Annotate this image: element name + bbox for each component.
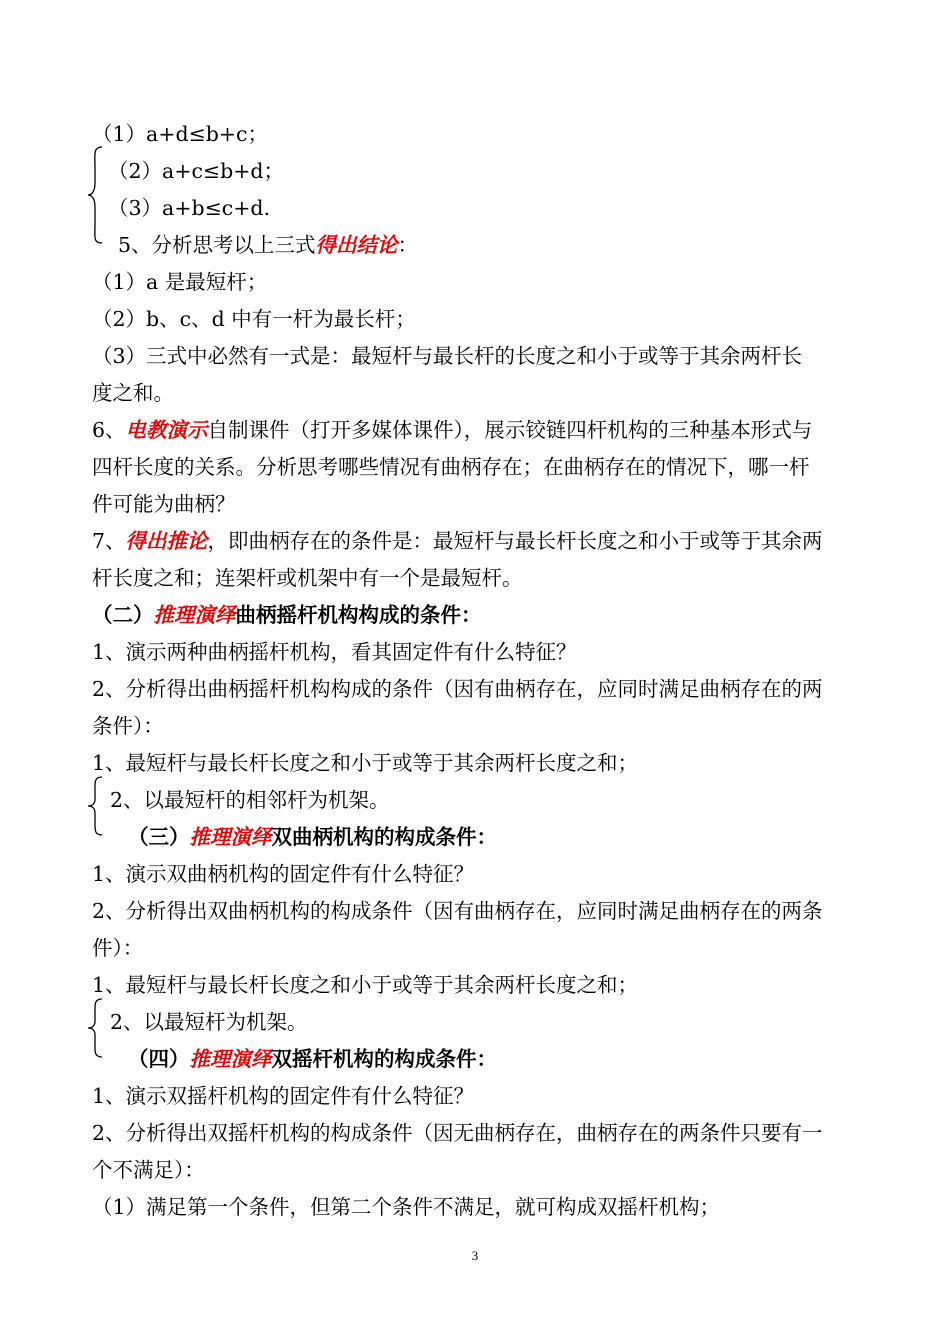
text-line: 2、分析得出双摇杆机构的构成条件（因无曲柄存在，曲柄存在的两条件只要有一 <box>92 1121 823 1145</box>
condition-line: 1、最短杆与最长杆长度之和小于或等于其余两杆长度之和； <box>92 751 639 775</box>
step-line <box>92 416 812 444</box>
text-line: 1、演示两种曲柄摇杆机构，看其固定件有什么特征？ <box>92 640 577 664</box>
text: 双曲柄机构的构成条件： <box>271 825 497 849</box>
conclusion-line: （1）a 是最短杆； <box>92 270 268 294</box>
section-heading <box>128 1045 497 1073</box>
condition-line: （1）a+d≤b+c； <box>92 122 269 146</box>
text: （二） <box>92 603 154 627</box>
emphasis-text: 推理演绎 <box>189 825 272 849</box>
text: 曲柄摇杆机构构成的条件： <box>235 603 482 627</box>
text-line: 1、演示双曲柄机构的固定件有什么特征？ <box>92 862 475 886</box>
step-line <box>118 231 418 259</box>
condition-line: 2、以最短杆的相邻杆为机架。 <box>110 788 390 812</box>
condition-line: 1、最短杆与最长杆长度之和小于或等于其余两杆长度之和； <box>92 973 639 997</box>
page-number: 3 <box>471 1248 479 1263</box>
text: ，即曲柄存在的条件是：最短杆与最长杆长度之和小于或等于其余两 <box>207 529 823 553</box>
brace-icon <box>86 145 106 245</box>
text: 5、分析思考以上三式 <box>118 233 316 257</box>
text-line: 个不满足）： <box>92 1158 205 1182</box>
conclusion-line: 度之和。 <box>92 381 174 405</box>
text-line: 2、分析得出双曲柄机构的构成条件（因有曲柄存在，应同时满足曲柄存在的两条 <box>92 899 823 923</box>
text-line: 1、演示双摇杆机构的固定件有什么特征？ <box>92 1084 475 1108</box>
text-line: 2、分析得出曲柄摇杆机构构成的条件（因有曲柄存在，应同时满足曲柄存在的两 <box>92 677 823 701</box>
emphasis-text: 推理演绎 <box>189 1047 272 1071</box>
section-heading <box>128 823 497 851</box>
text: 自制课件（打开多媒体课件），展示铰链四杆机构的三种基本形式与 <box>207 418 813 442</box>
condition-line: （3）a+b≤c+d. <box>108 196 271 220</box>
text: 双摇杆机构的构成条件： <box>271 1047 497 1071</box>
conclusion-line: （3）三式中必然有一式是：最短杆与最长杆的长度之和小于或等于其余两杆长 <box>92 344 803 368</box>
text: （四） <box>128 1047 190 1071</box>
emphasis-text: 得出推论 <box>125 529 208 553</box>
emphasis-text: 推理演绎 <box>153 603 236 627</box>
text-line: 杆长度之和；连架杆或机架中有一个是最短杆。 <box>92 566 523 590</box>
text: （三） <box>128 825 190 849</box>
text-line: 条件）： <box>92 714 164 738</box>
emphasis-text: 电教演示 <box>125 418 208 442</box>
condition-line: （2）a+c≤b+d； <box>108 159 285 183</box>
text: 6、 <box>92 418 126 442</box>
step-line <box>92 527 823 555</box>
conclusion-line: （2）b、c、d 中有一杆为最长杆； <box>92 307 416 331</box>
condition-line: 2、以最短杆为机架。 <box>110 1010 308 1034</box>
text: ： <box>397 233 419 257</box>
text-line: （1）满足第一个条件，但第二个条件不满足，就可构成双摇杆机构； <box>92 1195 721 1219</box>
text-line: 件）： <box>92 936 144 960</box>
brace-icon <box>86 775 106 837</box>
section-heading <box>92 601 482 629</box>
text-line: 四杆长度的关系。分析思考哪些情况有曲柄存在；在曲柄存在的情况下，哪一杆 <box>92 455 810 479</box>
text: 7、 <box>92 529 126 553</box>
brace-icon <box>86 997 106 1059</box>
emphasis-text: 得出结论 <box>315 233 398 257</box>
text-line: 件可能为曲柄？ <box>92 492 236 516</box>
